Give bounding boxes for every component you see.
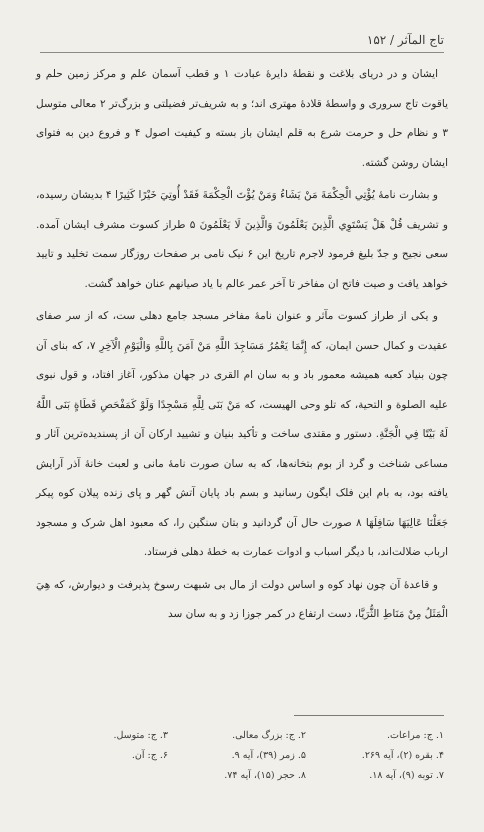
main-text bbox=[36, 60, 448, 630]
footnote-rule bbox=[294, 715, 444, 716]
running-head: تاج المآثر / ۱۵۲ bbox=[366, 33, 444, 47]
paragraph: ایشان و در دریای بلاغت و نقطهٔ دایرهٔ عبادت ۱ و قطب آسمان علم و مرکز زمین حلم و یاقوت تاج سروری و واسطهٔ قلادهٔ مهتری اند؛ و به شریف‌تر فضیلتی و بزرگ‌تر ۲ معالی متوسل ۳ و نظام حل و حرمت شرع به قلم ایشان باز بسته و کیفیت اصول ۴ و فروع دین به فتوای ایشان روشن گشته. bbox=[36, 68, 448, 169]
footnote: ۶. ج: آن. bbox=[131, 750, 168, 761]
paragraph: و بشارت نامهٔ یُؤْتِي الْحِكْمَةَ مَنْ يَشَاءُ وَمَنْ يُؤْتَ الْحِكْمَةَ فَقَدْ أُوتِيَ خَيْرًا كَثِيرًا ۴ بدیشان رسیده، و تشریف قُلْ هَلْ يَسْتَوِي الَّذِينَ يَعْلَمُونَ وَالَّذِينَ لَا يَعْلَمُونَ ۵ طراز کسوت مشرف ایشان آمده. سعی نجیح و جدّ بلیغ فرمود لاجرم تاریخ این ۶ نیک نامی بر صفحات روزگار سمت تخلید و تایید خواهد یافت و صیت فاتح ان مفاخر تا آخر عمر عالم با یاد صیانهم عنان خواهد گشت. bbox=[36, 189, 448, 290]
paragraph: و قاعدهٔ آن چون نهاد کوه و اساس دولت از مال بی شبهت رسوخ پذیرفت و دیوارش، که هِيَ الْمَثَلُ مِنْ مَنَاطِ الثُّرَيَّا، دست ارتفاع در کمر جوزا زد و به سان سد bbox=[36, 578, 448, 620]
footnotes bbox=[40, 728, 444, 784]
footnote: ۱. ج: مراعات. bbox=[387, 730, 444, 741]
footnote: ۸. حجر (۱۵)، آیه ۷۴. bbox=[224, 770, 306, 781]
footnote: ۲. ج: بزرگ معالی. bbox=[232, 730, 306, 741]
header-rule bbox=[40, 52, 444, 53]
footnote: ۵. زمر (۳۹)، آیه ۹. bbox=[231, 750, 306, 761]
paragraph: و یکی از طراز کسوت مآثر و عنوان نامهٔ مفاخر مسجد جامع دهلی ست، که از سر صفای عقیدت و کمال حسن ایمان، که إِنَّمَا يَعْمُرُ مَسَاجِدَ اللَّهِ مَنْ آمَنَ بِاللَّهِ وَالْيَوْمِ الْآخِرِ ۷، که بنای آن چون بنیاد کعبه همیشه معمور باد و به سان ام القری در جهان مذکور، آغاز افتاد، و قول نبوی علیه الصلوة و التحیة، که تلو وحی الهیست، که مَنْ بَنَى لِلَّهِ مَسْجِدًا وَلَوْ كَمَفْحَصِ قَطَاةٍ بَنَى اللَّهُ لَهُ بَيْتًا فِي الْجَنَّةِ. دستور و مقتدی ساخت و تأکید بنیان و تشیید ارکان آن از پسندیده‌ترین آثار و مساعی شناخت و گرد از بوم بتخانه‌ها، که به سان صورت نامهٔ مانی و لعبت خانهٔ آذر آرایش یافته بود، به بام این فلک ایگون رسانید و بسم باد پایان آتش گهر و پای زنده پیلان کوه پیکر جَعَلْنَا عَالِيَهَا سَافِلَهَا ۸ صورت حال آن گردانید و بتان سنگین را، که معبود اهل شرک و مسجود ارباب ضلالت‌اند، با دیگر اسباب و ادوات عمارت به خطهٔ دهلی فرستاد. bbox=[36, 310, 448, 558]
page-header bbox=[40, 30, 444, 52]
footnote: ۷. توبه (۹)، آیه ۱۸. bbox=[369, 770, 444, 781]
footnote: ۳. ج: متوسل. bbox=[113, 730, 168, 741]
footnote: ۴. بقره (۲)، آیه ۲۶۹. bbox=[361, 750, 444, 761]
